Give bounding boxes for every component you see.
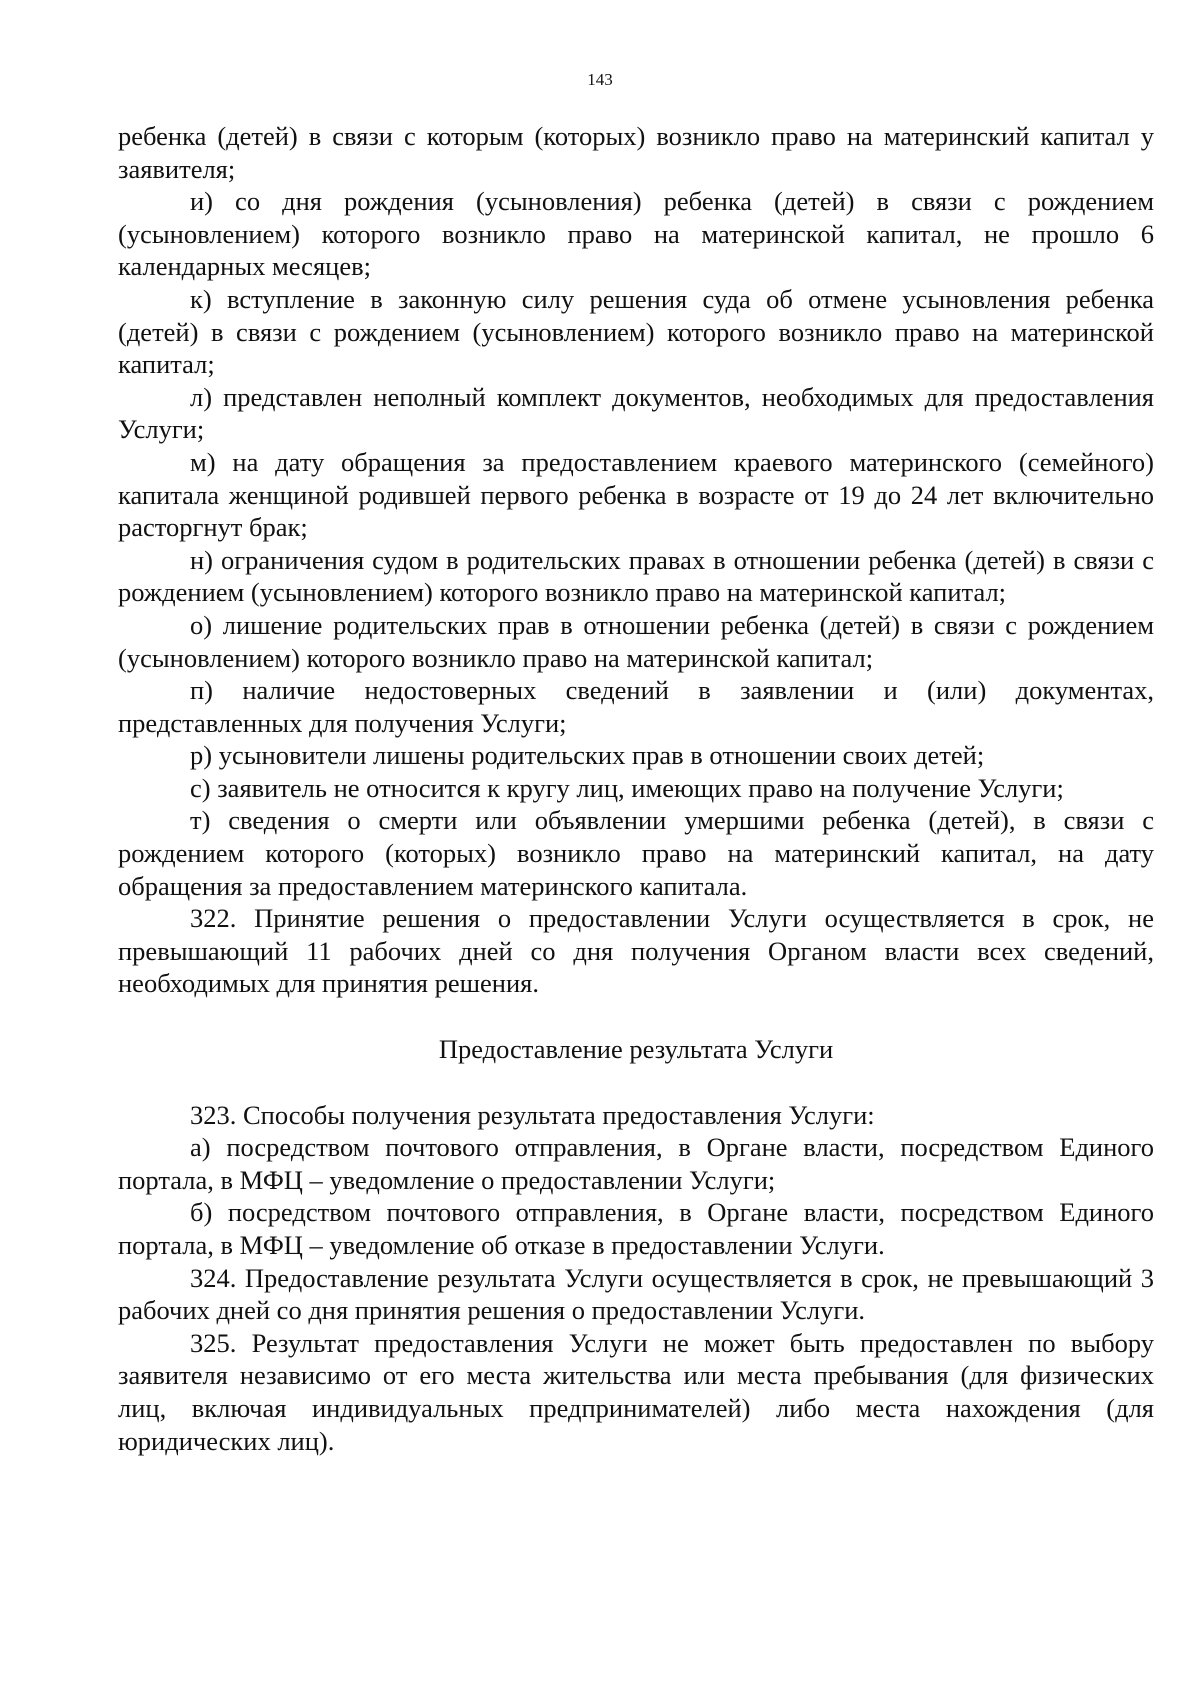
section-heading: Предоставление результата Услуги xyxy=(438,1034,834,1065)
page-number: 143 xyxy=(587,70,613,89)
document-body xyxy=(118,120,1154,1457)
list-item-o: о) лишение родительских прав в отношении ребенка (детей) в связи с рождением (усыновлением) которого возникло право на материнской капитал; xyxy=(118,609,1154,673)
clause-323: 323. Способы получения результата предоставления Услуги: xyxy=(190,1099,875,1130)
list-item-i: и) со дня рождения (усыновления) ребенка (детей) в связи с рождением (усыновлением) которого возникло право на материнской капитал, не прошло 6 календарных месяцев; xyxy=(118,186,1154,282)
clause-322: 322. Принятие решения о предоставлении Услуги осуществляется в срок, не превышающий 11 рабочих дней со дня получения Органом власти всех сведений, необходимых для принятия решения. xyxy=(118,903,1154,999)
list-item-m: м) на дату обращения за предоставлением краевого материнского (семейного) капитала женщиной родившей первого ребенка в возрасте от 19 до 24 лет включительно расторгнут брак; xyxy=(118,446,1154,543)
list-item-r: р) усыновители лишены родительских прав в отношении своих детей; xyxy=(190,740,985,771)
list-item-p: п) наличие недостоверных сведений в заявлении и (или) документах, представленных для получения Услуги; xyxy=(118,675,1154,738)
list-item-s: с) заявитель не относится к кругу лиц, имеющих право на получение Услуги; xyxy=(190,772,1064,803)
list-item-a: а) посредством почтового отправления, в Органе власти, посредством Единого портала, в МФЦ – уведомление о предоставлении Услуги; xyxy=(118,1132,1154,1195)
paragraph-continuation: ребенка (детей) в связи с которым (которых) возникло право на материнский капитал у заявителя; xyxy=(118,121,1154,184)
clause-324: 324. Предоставление результата Услуги осуществляется в срок, не превышающий 3 рабочих дней со дня принятия решения о предоставлении Услуги. xyxy=(118,1262,1154,1326)
list-item-l: л) представлен неполный комплект документов, необходимых для предоставления Услуги; xyxy=(118,381,1154,445)
list-item-n: н) ограничения судом в родительских правах в отношении ребенка (детей) в связи с рождением (усыновлением) которого возникло право на материнской капитал; xyxy=(118,544,1154,608)
list-item-k: к) вступление в законную силу решения суда об отмене усыновления ребенка (детей) в связи с рождением (усыновлением) которого возникло право на материнской капитал; xyxy=(118,283,1154,380)
clause-325: 325. Результат предоставления Услуги не может быть предоставлен по выбору заявителя независимо от его места жительства или места пребывания (для физических лиц, включая индивидуальных предпринимателей) либо места нахождения (для юридических лиц). xyxy=(118,1327,1154,1456)
list-item-t: т) сведения о смерти или объявлении умершими ребенка (детей), в связи с рождением которого (которых) возникло право на материнский капитал, на дату обращения за предоставлением материнского капитала. xyxy=(118,805,1154,901)
list-item-b: б) посредством почтового отправления, в Органе власти, посредством Единого портала, в МФЦ – уведомление об отказе в предоставлении Услуги. xyxy=(118,1197,1154,1260)
